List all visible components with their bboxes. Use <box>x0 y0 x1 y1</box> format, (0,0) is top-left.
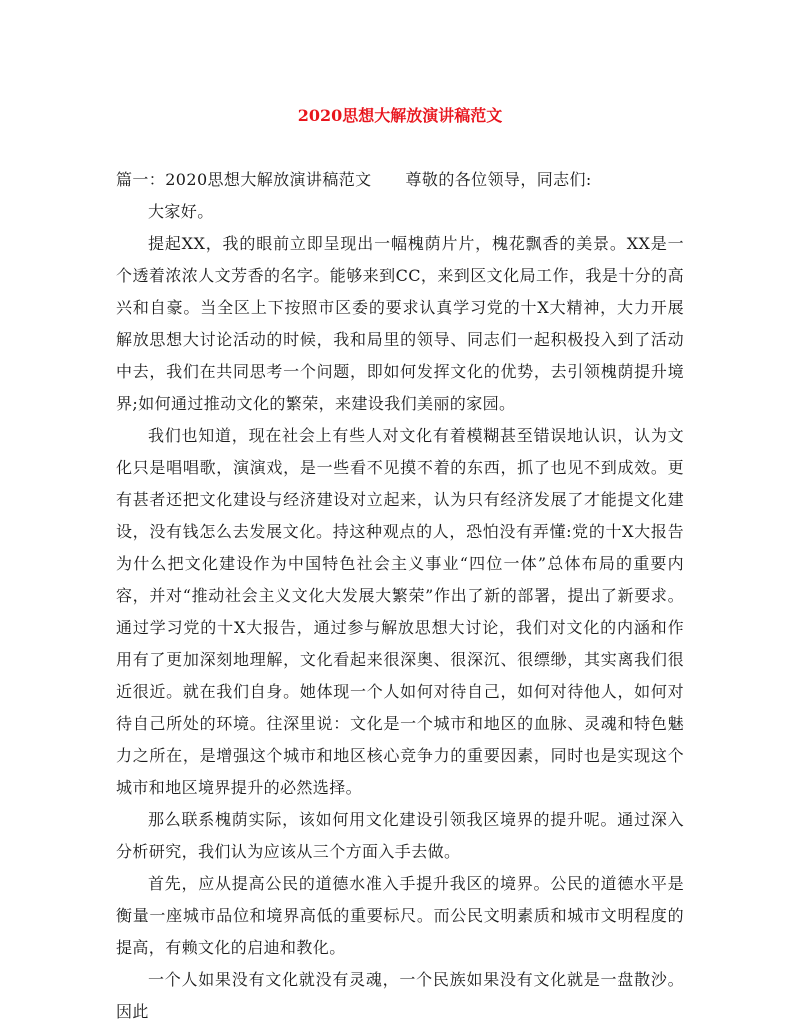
paragraph-4: 那么联系槐荫实际，该如何用文化建设引领我区境界的提升呢。通过深入分析研究，我们认为应该从三个方面入手去做。 <box>116 810 684 861</box>
paragraph-1: 大家好。 <box>148 202 214 221</box>
document-title: 2020思想大解放演讲稿范文 <box>297 106 503 125</box>
intro-line <box>116 164 684 196</box>
paragraph-3: 我们也知道，现在社会上有些人对文化有着模糊甚至错误地认识，认为文化只是唱唱歌，演演戏，是一些看不见摸不着的东西，抓了也见不到成效。更有甚者还把文化建设与经济建设对立起来，认为只有经济发展了才能提文化建设，没有钱怎么去发展文化。持这种观点的人，恐怕没有弄懂:党的十X大报告为什么把文化建设作为中国特色社会主义事业“四位一体”总体布局的重要内容，并对“推动社会主义文化大发展大繁荣”作出了新的部署，提出了新要求。通过学习党的十X大报告，通过参与解放思想大讨论，我们对文化的内涵和作用有了更加深刻地理解，文化看起来很深奥、很深沉、很缥缈，其实离我们很近很近。就在我们自身。她体现一个人如何对待自己，如何对待他人，如何对待自己所处的环境。往深里说：文化是一个城市和地区的血脉、灵魂和特色魅力之所在，是增强这个城市和地区核心竞争力的重要因素，同时也是实现这个城市和地区境界提升的必然选择。 <box>116 426 684 797</box>
intro-label: 篇一：2020思想大解放演讲稿范文 <box>116 170 372 189</box>
salutation: 尊敬的各位领导，同志们: <box>405 170 592 189</box>
paragraph-6: 一个人如果没有文化就没有灵魂，一个民族如果没有文化就是一盘散沙。因此 <box>116 970 684 1021</box>
paragraph-5: 首先，应从提高公民的道德水准入手提升我区的境界。公民的道德水平是衡量一座城市品位和境界高低的重要标尺。而公民文明素质和城市文明程度的提高，有赖文化的启迪和教化。 <box>116 874 684 957</box>
document-body <box>116 164 684 1028</box>
paragraph-2: 提起XX，我的眼前立即呈现出一幅槐荫片片，槐花飘香的美景。XX是一个透着浓浓人文芳香的名字。能够来到CC，来到区文化局工作，我是十分的高兴和自豪。当全区上下按照市区委的要求认真学习党的十X大精神，大力开展解放思想大讨论活动的时候，我和局里的领导、同志们一起积极投入到了活动中去，我们在共同思考一个问题，即如何发挥文化的优势，去引领槐荫提升境界;如何通过推动文化的繁荣，来建设我们美丽的家园。 <box>116 234 684 413</box>
